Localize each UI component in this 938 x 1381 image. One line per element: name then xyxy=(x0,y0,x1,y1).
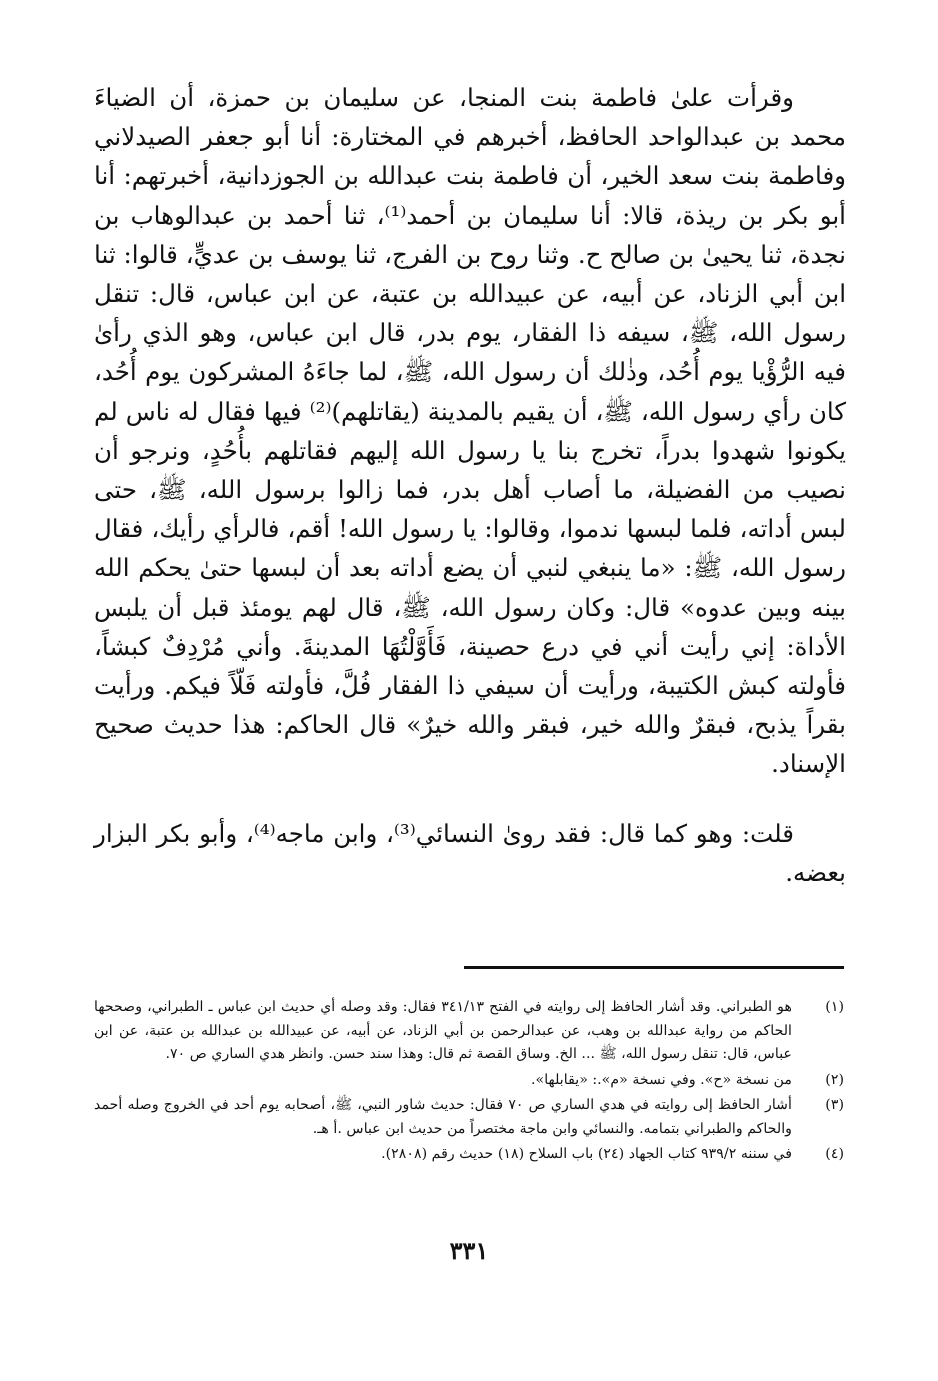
footnotes xyxy=(94,996,844,1169)
footnote-text: في سننه ٩٣٩/٢ كتاب الجهاد (٢٤) باب السلاح (١٨) حديث رقم (٢٨٠٨). xyxy=(381,1146,792,1162)
footnote-3 xyxy=(94,1094,844,1141)
footnote-4 xyxy=(94,1143,844,1167)
paragraph-author-comment: قلت: وهو كما قال: فقد روىٰ النسائي⁽³⁾، وابن ماجه⁽⁴⁾، وأبو بكر البزار بعضه. xyxy=(94,818,846,887)
footnote-text: من نسخة «ح». وفي نسخة «م».: «يقابلها». xyxy=(531,1071,792,1088)
footnote-divider xyxy=(464,966,844,969)
footnote-number: (٣) xyxy=(825,1097,844,1113)
footnote-1 xyxy=(94,996,844,1067)
footnote-2 xyxy=(94,1069,844,1093)
paragraph-hadith-narration: وقرأت علىٰ فاطمة بنت المنجا، عن سليمان بن حمزة، أن الضياءَ محمد بن عبدالواحد الحافظ، أخبرهم في المختارة: أنا أبو جعفر الصيدلاني وفاطمة بنت سعد الخير، أن فاطمة بنت عبدالله بن الجوزدانية، أخبرتهم: أنا أبو بكر بن ريذة، قالا: أنا سليمان بن أحمد⁽¹⁾، ثنا أحمد بن عبدالوهاب بن نجدة، ثنا يحيىٰ بن صالح ح. وثنا روح بن الفرج، ثنا يوسف بن عديٍّ، قالوا: ثنا ابن أبي الزناد، عن أبيه، عن عبيدالله بن عتبة، عن ابن عباس، قال: تنقل رسول الله، ﷺ، سيفه ذا الفقار، يوم بدر، قال ابن عباس، وهو الذي رأىٰ فيه الرُّؤْيا يوم أُحُد، وذٰلك أن رسول الله، ﷺ، لما جاءَهُ المشركون يوم أُحُد، كان رأي رسول الله، ﷺ، أن يقيم بالمدينة (يقاتلهم)⁽²⁾ فيها فقال له ناس لم يكونوا شهدوا بدراً، تخرج بنا يا رسول الله إليهم فقاتلهم بأُحُدٍ، ونرجو أن نصيب من الفضيلة، ما أصاب أهل بدر، فما زالوا برسول الله، ﷺ، حتى لبس أداته، فلما لبسها ندموا، وقالوا: يا رسول الله! أقم، فالرأي رأيك، فقال رسول الله، ﷺ: «ما ينبغي لنبي أن يضع أداته بعد أن لبسها حتىٰ يحكم الله بينه وبين عدوه» قال: وكان رسول الله، ﷺ، قال لهم يومئذ قبل أن يلبس الأداة: إني رأيت أني في درع حصينة، فَأَوَّلْتُهَا المدينةَ. وأني مُرْدِفٌ كبشاً، فأولته كبش الكتيبة، ورأيت أن سيفي ذا الفقار فُلَّ، فأولته فَلّاً فيكم. ورأيت بقراً يذبح، فبقرٌ والله خير، فبقر والله خيرٌ» قال الحاكم: هذا حديث صحيح الإسناد. xyxy=(94,83,846,779)
footnote-number: (٢) xyxy=(825,1071,844,1088)
main-text xyxy=(94,78,846,892)
footnote-number: (٤) xyxy=(825,1146,844,1162)
footnote-number: (١) xyxy=(825,999,844,1015)
footnote-text: أشار الحافظ إلى روايته في هدي الساري ص ٧٠ فقال: حديث شاور النبي، ﷺ، أصحابه يوم أحد في الخروج وصله أحمد والحاكم والطبراني بتمامه. والنسائي وابن ماجة مختصراً من حديث ابن عباس .أ هـ. xyxy=(94,1097,792,1137)
footnote-text: هو الطبراني. وقد أشار الحافظ إلى روايته في الفتح ٣٤١/١٣ فقال: وقد وصله أي حديث ابن عباس ـ الطبراني، وصححها الحاكم من رواية عبدالله بن وهب، عن عبدالرحمن بن أبي الزناد، عن أبيه، عن عبيدالله بن عبدالله بن عتبة، عن ابن عباس، قال: تنقل رسول الله، ﷺ ... الخ. وساق القصة ثم قال: وهذا سند حسن. وانظر هدي الساري ص ٧٠. xyxy=(94,999,792,1062)
page-number: ٣٣١ xyxy=(449,1236,489,1265)
